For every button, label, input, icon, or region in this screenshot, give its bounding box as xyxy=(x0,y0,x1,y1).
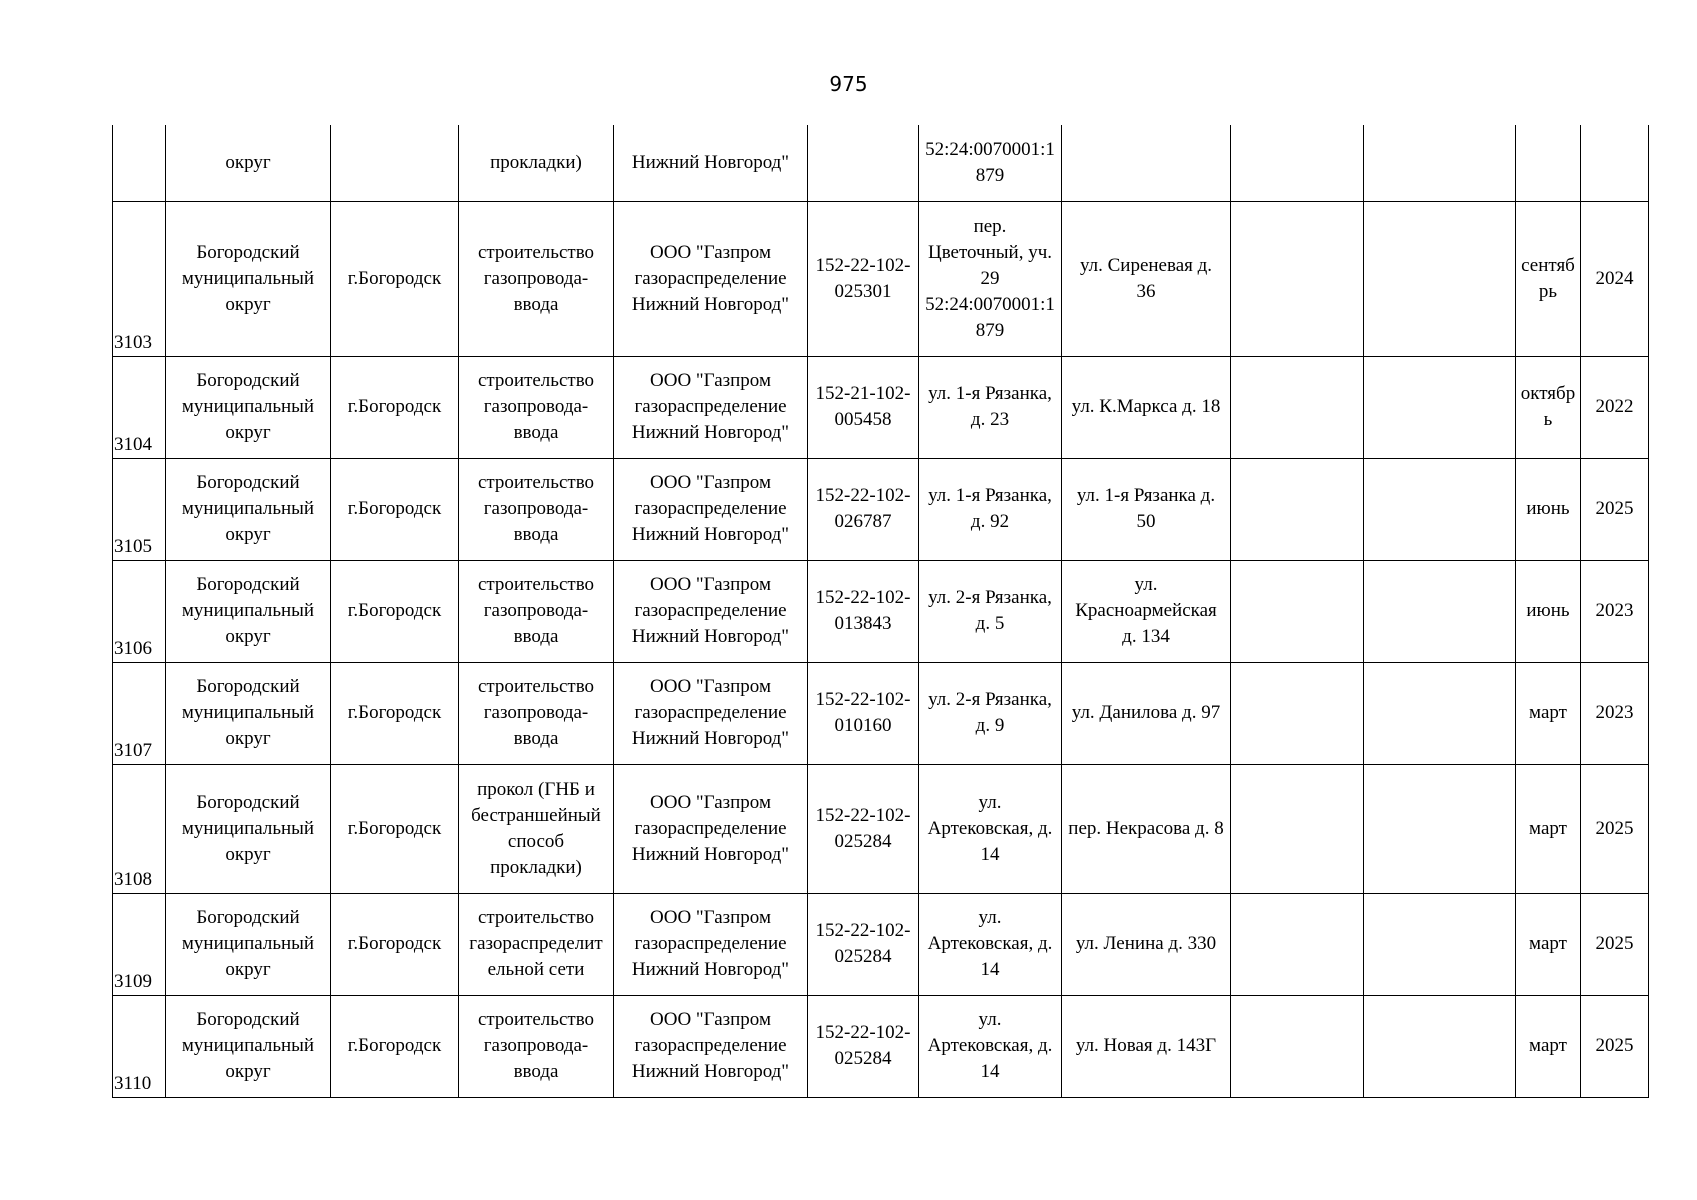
empty-cell xyxy=(1231,201,1364,356)
empty-cell xyxy=(1364,201,1516,356)
district-cell: Богородский муниципальный округ xyxy=(166,458,331,560)
district-cell: Богородский муниципальный округ xyxy=(166,662,331,764)
object-address-cell: ул. К.Маркса д. 18 xyxy=(1062,356,1231,458)
locality-cell: г.Богородск xyxy=(331,893,459,995)
permit-number-cell: 152-22-102- 025284 xyxy=(808,995,919,1097)
locality-cell: г.Богородск xyxy=(331,201,459,356)
locality-cell: г.Богородск xyxy=(331,764,459,893)
work-type-cell: прокол (ГНБ и бестраншейный способ прокладки) xyxy=(459,764,614,893)
row-number: 3110 xyxy=(113,995,166,1097)
month-cell: март xyxy=(1516,893,1581,995)
object-address-cell: пер. Некрасова д. 8 xyxy=(1062,764,1231,893)
row-number: 3107 xyxy=(113,662,166,764)
page-number: 975 xyxy=(829,72,868,96)
object-address-cell: ул. Данилова д. 97 xyxy=(1062,662,1231,764)
work-type-cell: прокладки) xyxy=(459,125,614,201)
district-cell: округ xyxy=(166,125,331,201)
locality-cell: г.Богородск xyxy=(331,458,459,560)
empty-cell xyxy=(1364,125,1516,201)
year-cell: 2022 xyxy=(1581,356,1649,458)
month-cell: июнь xyxy=(1516,458,1581,560)
month-cell: июнь xyxy=(1516,560,1581,662)
organization-cell: Нижний Новгород" xyxy=(614,125,808,201)
year-cell: 2023 xyxy=(1581,560,1649,662)
permit-number-cell: 152-22-102- 010160 xyxy=(808,662,919,764)
locality-cell: г.Богородск xyxy=(331,356,459,458)
locality-cell: г.Богородск xyxy=(331,560,459,662)
table-row xyxy=(113,560,1649,662)
empty-cell xyxy=(1364,764,1516,893)
empty-cell xyxy=(1364,560,1516,662)
month-cell: март xyxy=(1516,662,1581,764)
work-type-cell: строительство газопровода- ввода xyxy=(459,458,614,560)
table-row xyxy=(113,356,1649,458)
table-row xyxy=(113,125,1649,201)
empty-cell xyxy=(1231,893,1364,995)
permit-number-cell: 152-21-102- 005458 xyxy=(808,356,919,458)
year-cell: 2025 xyxy=(1581,893,1649,995)
district-cell: Богородский муниципальный округ xyxy=(166,764,331,893)
organization-cell: ООО "Газпром газораспределение Нижний Новгород" xyxy=(614,893,808,995)
year-cell: 2025 xyxy=(1581,458,1649,560)
organization-cell: ООО "Газпром газораспределение Нижний Новгород" xyxy=(614,764,808,893)
permit-number-cell: 152-22-102- 026787 xyxy=(808,458,919,560)
source-address-cell: ул. Артековская, д. 14 xyxy=(919,893,1062,995)
locality-cell: г.Богородск xyxy=(331,662,459,764)
month-cell xyxy=(1516,125,1581,201)
permit-number-cell: 152-22-102- 013843 xyxy=(808,560,919,662)
table-row xyxy=(113,893,1649,995)
table-row xyxy=(113,662,1649,764)
month-cell: март xyxy=(1516,995,1581,1097)
work-type-cell: строительство газопровода- ввода xyxy=(459,201,614,356)
locality-cell xyxy=(331,125,459,201)
empty-cell xyxy=(1231,995,1364,1097)
year-cell xyxy=(1581,125,1649,201)
year-cell: 2024 xyxy=(1581,201,1649,356)
permit-number-cell: 152-22-102- 025284 xyxy=(808,764,919,893)
empty-cell xyxy=(1364,995,1516,1097)
row-number: 3105 xyxy=(113,458,166,560)
work-type-cell: строительство газопровода- ввода xyxy=(459,995,614,1097)
table-row xyxy=(113,995,1649,1097)
source-address-cell: пер. Цветочный, уч. 29 52:24:0070001:1 879 xyxy=(919,201,1062,356)
empty-cell xyxy=(1231,125,1364,201)
source-address-cell: ул. 1-я Рязанка, д. 23 xyxy=(919,356,1062,458)
empty-cell xyxy=(1231,662,1364,764)
district-cell: Богородский муниципальный округ xyxy=(166,356,331,458)
work-type-cell: строительство газопровода- ввода xyxy=(459,356,614,458)
permit-number-cell: 152-22-102- 025301 xyxy=(808,201,919,356)
month-cell: март xyxy=(1516,764,1581,893)
object-address-cell: ул. Ленина д. 330 xyxy=(1062,893,1231,995)
work-type-cell: строительство газопровода- ввода xyxy=(459,560,614,662)
permit-number-cell xyxy=(808,125,919,201)
year-cell: 2025 xyxy=(1581,995,1649,1097)
source-address-cell: ул. 2-я Рязанка, д. 5 xyxy=(919,560,1062,662)
empty-cell xyxy=(1231,560,1364,662)
empty-cell xyxy=(1364,356,1516,458)
organization-cell: ООО "Газпром газораспределение Нижний Новгород" xyxy=(614,560,808,662)
organization-cell: ООО "Газпром газораспределение Нижний Новгород" xyxy=(614,995,808,1097)
empty-cell xyxy=(1231,356,1364,458)
source-address-cell: ул. Артековская, д. 14 xyxy=(919,764,1062,893)
district-cell: Богородский муниципальный округ xyxy=(166,201,331,356)
row-number: 3108 xyxy=(113,764,166,893)
table-row xyxy=(113,201,1649,356)
source-address-cell: 52:24:0070001:1 879 xyxy=(919,125,1062,201)
row-number: 3109 xyxy=(113,893,166,995)
table-row xyxy=(113,764,1649,893)
organization-cell: ООО "Газпром газораспределение Нижний Новгород" xyxy=(614,458,808,560)
work-type-cell: строительство газопровода- ввода xyxy=(459,662,614,764)
object-address-cell: ул. 1-я Рязанка д. 50 xyxy=(1062,458,1231,560)
row-number: 3106 xyxy=(113,560,166,662)
locality-cell: г.Богородск xyxy=(331,995,459,1097)
work-type-cell: строительство газораспределит ельной сети xyxy=(459,893,614,995)
empty-cell xyxy=(1364,662,1516,764)
district-cell: Богородский муниципальный округ xyxy=(166,995,331,1097)
source-address-cell: ул. 2-я Рязанка, д. 9 xyxy=(919,662,1062,764)
district-cell: Богородский муниципальный округ xyxy=(166,560,331,662)
organization-cell: ООО "Газпром газораспределение Нижний Новгород" xyxy=(614,356,808,458)
year-cell: 2025 xyxy=(1581,764,1649,893)
object-address-cell xyxy=(1062,125,1231,201)
registry-table xyxy=(112,125,1649,1098)
month-cell: октябр ь xyxy=(1516,356,1581,458)
source-address-cell: ул. Артековская, д. 14 xyxy=(919,995,1062,1097)
empty-cell xyxy=(1231,458,1364,560)
year-cell: 2023 xyxy=(1581,662,1649,764)
object-address-cell: ул. Красноармейская д. 134 xyxy=(1062,560,1231,662)
row-number: 3104 xyxy=(113,356,166,458)
organization-cell: ООО "Газпром газораспределение Нижний Новгород" xyxy=(614,201,808,356)
source-address-cell: ул. 1-я Рязанка, д. 92 xyxy=(919,458,1062,560)
row-number: 3103 xyxy=(113,201,166,356)
permit-number-cell: 152-22-102- 025284 xyxy=(808,893,919,995)
district-cell: Богородский муниципальный округ xyxy=(166,893,331,995)
row-number xyxy=(113,125,166,201)
empty-cell xyxy=(1364,893,1516,995)
empty-cell xyxy=(1364,458,1516,560)
object-address-cell: ул. Сиреневая д. 36 xyxy=(1062,201,1231,356)
empty-cell xyxy=(1231,764,1364,893)
registry-body xyxy=(113,125,1649,1097)
table-row xyxy=(113,458,1649,560)
object-address-cell: ул. Новая д. 143Г xyxy=(1062,995,1231,1097)
month-cell: сентяб рь xyxy=(1516,201,1581,356)
organization-cell: ООО "Газпром газораспределение Нижний Новгород" xyxy=(614,662,808,764)
